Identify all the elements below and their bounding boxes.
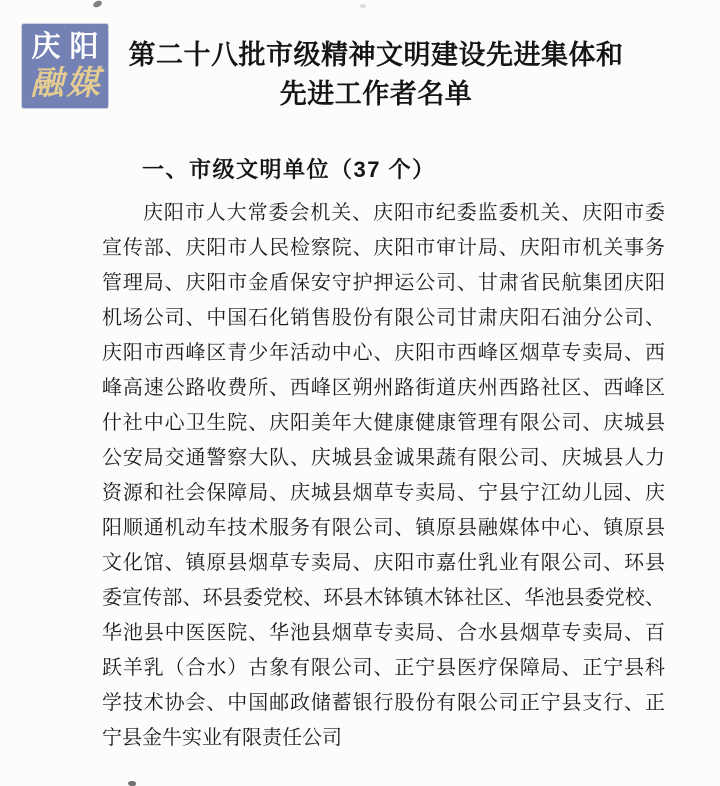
document-title-line1: 第二十八批市级精神文明建设先进集体和 bbox=[128, 40, 624, 70]
unit-list-line: 学技术协会、中国邮政储蓄银行股份有限公司正宁县支行、正 bbox=[102, 692, 665, 714]
logo-text-rongmei: 融媒 bbox=[30, 63, 103, 102]
document-title bbox=[118, 36, 634, 114]
unit-list-paragraph bbox=[102, 196, 665, 756]
unit-list-line: 机场公司、中国石化销售股份有限公司甘肃庆阳石油分公司、 bbox=[102, 307, 665, 329]
document-title-line2: 先进工作者名单 bbox=[279, 79, 473, 109]
unit-list-line: 华池县中医医院、华池县烟草专卖局、合水县烟草专卖局、百 bbox=[102, 622, 665, 644]
unit-list-line: 公安局交通警察大队、庆城县金诚果蔬有限公司、庆城县人力 bbox=[102, 447, 665, 469]
unit-list-line: 管理局、庆阳市金盾保安守护押运公司、甘肃省民航集团庆阳 bbox=[102, 272, 665, 294]
section-heading-civilized-units: 一、市级文明单位（37 个） bbox=[142, 157, 436, 182]
unit-list-line: 宣传部、庆阳市人民检察院、庆阳市审计局、庆阳市机关事务 bbox=[102, 237, 665, 259]
unit-list-line: 阳顺通机动车技术服务有限公司、镇原县融媒体中心、镇原县 bbox=[102, 517, 665, 539]
unit-list-line: 资源和社会保障局、庆城县烟草专卖局、宁县宁江幼儿园、庆 bbox=[102, 482, 665, 504]
unit-list-line: 庆阳市人大常委会机关、庆阳市纪委监委机关、庆阳市委 bbox=[143, 202, 665, 224]
unit-list-line: 宁县金牛实业有限责任公司 bbox=[102, 727, 342, 749]
unit-list-line: 委宣传部、环县委党校、环县木钵镇木钵社区、华池县委党校、 bbox=[102, 587, 665, 609]
unit-list-line: 什社中心卫生院、庆阳美年大健康健康管理有限公司、庆城县 bbox=[102, 412, 665, 434]
unit-list-line: 庆阳市西峰区青少年活动中心、庆阳市西峰区烟草专卖局、西 bbox=[102, 342, 665, 364]
scan-artifact bbox=[360, 4, 366, 8]
unit-list-line: 峰高速公路收费所、西峰区朔州路街道庆州西路社区、西峰区 bbox=[102, 377, 665, 399]
scan-artifact bbox=[92, 0, 102, 8]
unit-list-line: 文化馆、镇原县烟草专卖局、庆阳市嘉仕乳业有限公司、环县 bbox=[102, 552, 665, 574]
qingyang-rongmei-logo bbox=[22, 24, 108, 108]
unit-list-line: 跃羊乳（合水）古象有限公司、正宁县医疗保障局、正宁县科 bbox=[102, 657, 665, 679]
logo-text-qingyang: 庆阳 bbox=[31, 31, 108, 63]
scan-artifact bbox=[128, 781, 136, 786]
